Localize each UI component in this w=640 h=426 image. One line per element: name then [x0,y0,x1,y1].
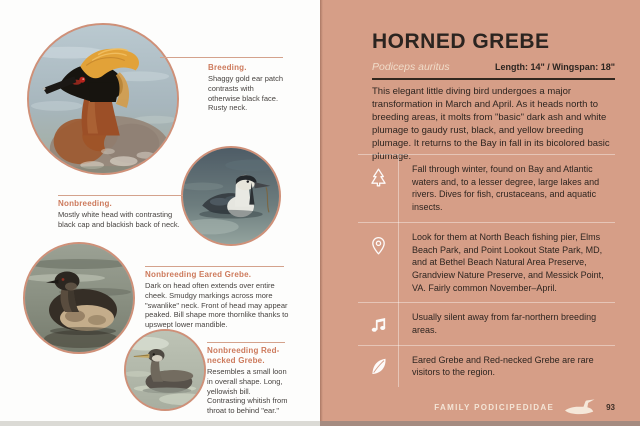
annotation-label: Nonbreeding Red-necked Grebe. [207,346,280,365]
fact-row-locations [358,222,615,303]
annotation-connector-line [160,57,283,58]
annotation-text: Resembles a small loon in overall shape. Long, yellowish bill. Contrasting whitish from throat to behind "ear." [207,367,288,416]
annotation-connector-line [58,195,183,196]
leaf-icon [358,352,398,381]
facts-divider-vertical [398,155,399,387]
scientific-name: Podiceps auritus [372,61,450,73]
fact-text: Look for them at North Beach fishing pier, Elms Beach Park, and Point Lookout State Park, MD, and at Bethel Beach Natural Area Preserve, Grandview Nature Preserve, and Messick Point, VA. Fairly common November–April. [412,231,604,293]
annotation-breeding [208,63,288,113]
nonbreeding-eared-grebe-illustration [25,244,133,352]
location-pin-icon [358,229,398,297]
right-page [320,0,640,426]
page-number: 93 [606,402,615,412]
fact-row-habitat [358,154,615,222]
annotation-eared-grebe [145,270,289,330]
annotation-connector-line [145,266,284,267]
fact-text: Eared Grebe and Red-necked Grebe are rare visitors to the region. [412,354,594,378]
measurements: Length: 14" / Wingspan: 18" [495,62,615,72]
book-edge-left [0,421,320,426]
subtitle-row [372,61,615,73]
nonbreeding-red-necked-grebe-illustration [126,331,204,409]
pine-tree-icon [358,161,398,216]
annotation-label: Breeding. [208,63,247,72]
fact-text: Fall through winter, found on Bay and Atlantic waters and, to a lesser degree, large lakes and rivers. Dives for fish, crustaceans, and aquatic insects. [412,164,600,213]
music-note-icon [358,309,398,338]
book-edge-right [320,421,640,426]
nonbreeding-horned-grebe-photo [181,146,281,246]
fact-text: Usually silent away from far-northern breeding areas. [412,312,597,336]
book-spine-shadow [320,0,323,426]
nonbreeding-horned-grebe-illustration [183,148,279,244]
annotation-nonbreeding [58,199,188,230]
annotation-connector-line [207,342,285,343]
annotation-text: Dark on head often extends over entire cheek. Smudgy markings across more "swanlike" neck. Front of head may appear peaked. Bill shape more thornlike thanks to upswept lower mandible. [145,281,289,330]
annotation-red-necked-grebe [207,346,291,416]
breeding-horned-grebe-illustration [29,25,177,173]
species-description: This elegant little diving bird undergoes a major transformation in March and April. As it heads north to breeding areas, it molts from "basic" dark ash and white plumage to gaudy rust, black, and yellow breeding plumage. It returns to the Bay in fall in its bicolored basic plumage. [372,86,610,162]
breeding-horned-grebe-photo [27,23,179,175]
header-rule [372,78,615,80]
family-label: FAMILY PODICIPEDIDAE [434,402,555,412]
annotation-label: Nonbreeding Eared Grebe. [145,270,252,279]
annotation-text: Mostly white head with contrasting black cap and blackish back of neck. [58,210,180,229]
nonbreeding-eared-grebe-photo [23,242,135,354]
nonbreeding-red-necked-grebe-photo [124,329,206,411]
species-title: HORNED GREBE [372,30,550,53]
annotation-label: Nonbreeding. [58,199,112,208]
fact-row-voice [358,302,615,344]
page-footer [434,399,615,415]
loon-silhouette-icon [564,399,598,415]
fact-row-similar-species [358,345,615,387]
facts-list [358,154,615,387]
annotation-text: Shaggy gold ear patch contrasts with otherwise black face. Rusty neck. [208,74,284,113]
